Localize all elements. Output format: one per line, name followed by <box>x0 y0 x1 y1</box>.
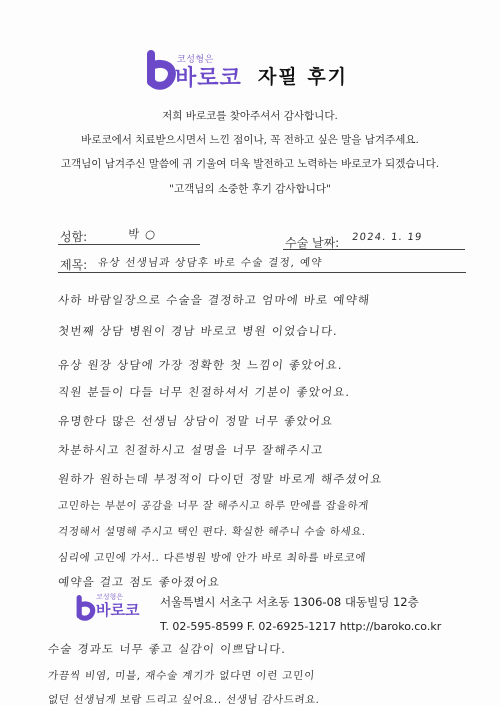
company-address: 서울특별시 서초구 서초동 1306-08 대동빌딩 12층 <box>160 595 419 609</box>
logo-tagline: 코성형은 <box>177 55 214 65</box>
date-underline <box>283 249 465 250</box>
review-line: 사하 바람일장으로 수술을 결정하고 엄마에 바로 예약해 <box>57 293 371 307</box>
review-line: 가끔씩 비염, 미블, 재수술 계기가 없다면 이런 고민이 <box>47 670 316 682</box>
name-value: 박 ○ <box>127 227 158 241</box>
review-line: 첫번째 상담 병원이 경남 바로코 병원 이었습니다. <box>57 324 339 338</box>
review-line: 차분하시고 친절하시고 설명을 너무 잘해주시고 <box>57 443 325 457</box>
name-underline <box>58 244 200 245</box>
date-label: 수술 날짜: <box>285 236 340 250</box>
review-line: 유명한다 많은 선생님 상담이 정말 너무 좋았어요 <box>57 414 335 428</box>
subject-label: 제목: <box>60 258 88 272</box>
date-value: 2024. 1. 19 <box>351 232 424 243</box>
subject-underline <box>58 272 466 273</box>
review-line: 심리에 고민에 가서.. 다른병원 방에 안가 바로 최하를 바로코에 <box>57 552 367 564</box>
review-line: 유상 원장 상담에 가장 정확한 첫 느낌이 좋았어요. <box>57 358 344 372</box>
intro-line-2: 바로코에서 치료받으시면서 느낀 점이나, 꼭 전하고 싶은 말을 남겨주세요. <box>81 134 419 146</box>
logo-text: 바로코 <box>175 66 242 91</box>
page-title: 자필 후기 <box>258 66 349 88</box>
intro-line-4: "고객님의 소중한 후기 감사합니다" <box>169 183 331 195</box>
review-line: 예약을 걸고 점도 좋아졌어요 <box>57 575 222 589</box>
brand-logo <box>143 48 243 92</box>
review-line: 걱정해서 설명해 주시고 택인 편다. 확실한 해주니 수술 하세요. <box>57 526 367 538</box>
review-line: 원하가 원하는데 부정적이 다이던 정말 바로게 해주셨어요 <box>57 472 384 486</box>
subject-value: 유상 선생님과 상담후 바로 수술 결정, 예약 <box>97 257 324 269</box>
company-contact: T. 02-595-8599 F. 02-6925-1217 http://baroko.co.kr <box>160 620 442 633</box>
stamp-logo-b-icon <box>74 594 96 622</box>
company-stamp <box>0 584 500 644</box>
intro-line-3: 고객님이 남겨주신 말씀에 귀 기울여 더욱 발전하고 노력하는 바로코가 되겠습니다. <box>60 158 440 170</box>
logo-b-icon <box>143 50 177 90</box>
review-line: 수술 경과도 너무 좋고 실감이 이쁘답니다. <box>47 642 288 656</box>
name-label: 성함: <box>60 230 88 244</box>
review-line: 없던 선생님게 보람 드리고 싶어요.. 선생님 감사드려요. <box>47 694 321 706</box>
review-line: 직원 분들이 다들 너무 친절하셔서 기분이 좋았어요. <box>57 385 352 399</box>
review-line: 고민하는 부분이 공감을 너무 잘 해주시고 하루 만에를 잡을하게 <box>57 500 370 512</box>
stamp-logo-text: 바로코 <box>96 601 140 619</box>
intro-line-1: 저희 바로코를 찾아주셔서 감사합니다. <box>162 110 338 122</box>
stamp-tagline: 코성형은 <box>96 593 124 601</box>
